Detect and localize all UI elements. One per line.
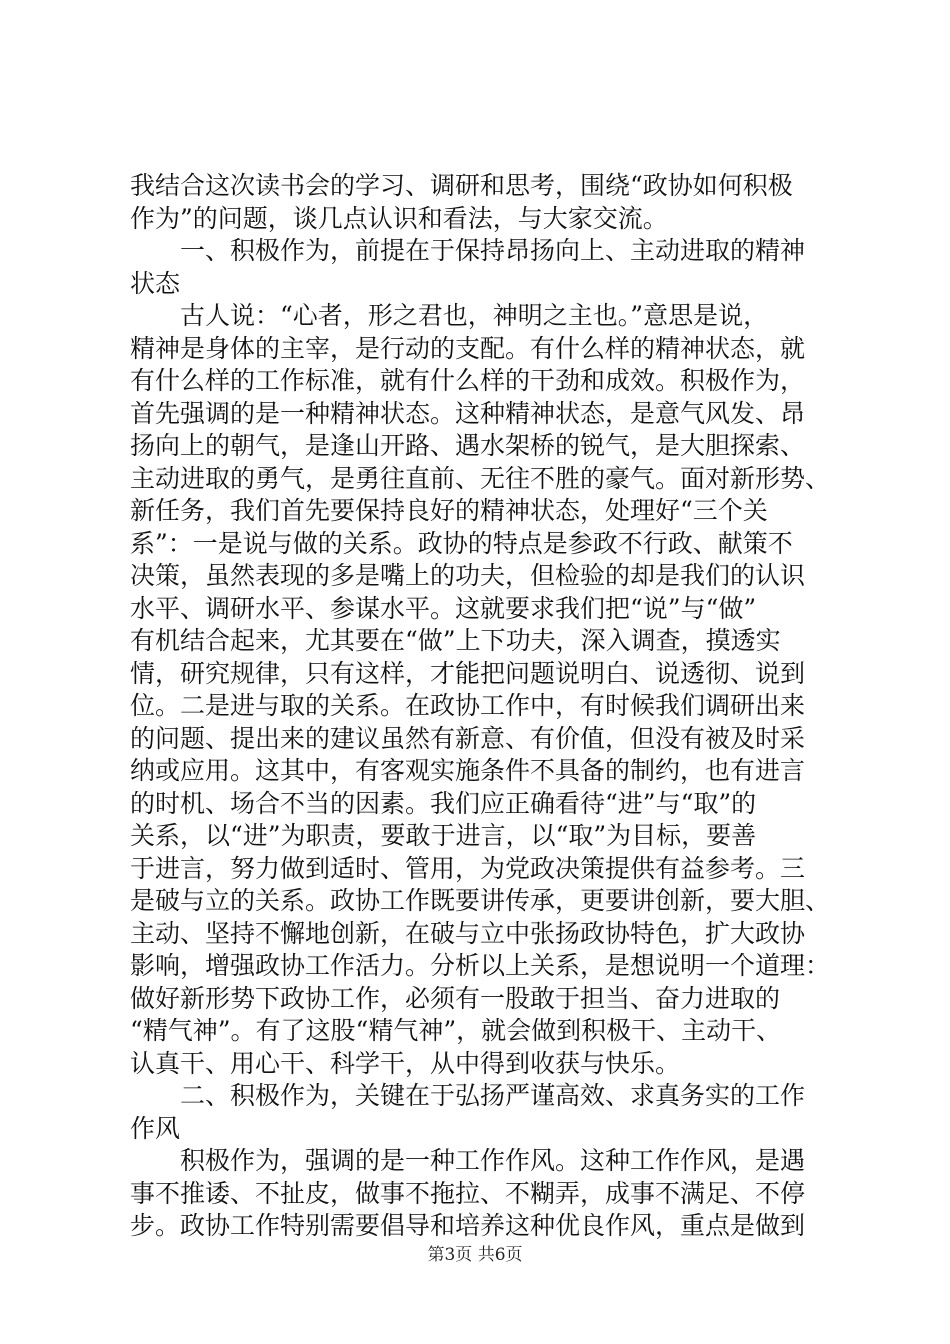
text-line: 积极作为，强调的是一种工作作风。这种工作作风，是遇 [130,1146,806,1175]
text-line: 我结合这次读书会的学习、调研和思考，围绕“政协如何积极 [130,171,793,200]
text-line: 作为”的问题，谈几点认识和看法，与大家交流。 [130,203,668,233]
text-line: 决策，虽然表现的多是嘴上的功夫，但检验的却是我们的认识 [130,561,806,590]
text-line: 做好新形势下政协工作，必须有一股敢于担当、奋力进取的 [130,983,781,1013]
section-heading-1: 一、积极作为，前提在于保持昂扬向上、主动进取的精神 [130,236,806,265]
text-line: 首先强调的是一种精神状态。这种精神状态，是意气风发、昂 [130,398,806,428]
text-line: 水平、调研水平、参谋水平。这就要求我们把“说”与“做” [130,593,757,623]
body-text [130,170,830,1243]
text-line: 位。二是进与取的关系。在政协工作中，有时候我们调研出来 [130,691,806,720]
text-line: 的时机、场合不当的因素。我们应正确看待“进”与“取”的 [130,788,757,818]
page-number-footer: 第3页 共6页 [427,1245,523,1265]
text-line: 主动进取的勇气，是勇往直前、无往不胜的豪气。面对新形势、 [130,463,831,493]
text-line: 新任务，我们首先要保持良好的精神状态，处理好“三个关 [130,496,768,525]
text-line: 主动、坚持不懈地创新，在破与立中张扬政协特色，扩大政协 [130,918,806,948]
text-line: 于进言，努力做到适时、管用，为党政决策提供有益参考。三 [130,853,806,883]
text-line: 有机结合起来，尤其要在“做”上下功夫，深入调查，摸透实 [130,626,781,655]
text-line: 认真干、用心干、科学干，从中得到收获与快乐。 [130,1048,681,1078]
text-line: 纳或应用。这其中，有客观实施条件不具备的制约，也有进言 [130,756,806,785]
text-line: 是破与立的关系。政协工作既要讲传承，更要讲创新，要大胆、 [130,886,831,915]
text-line: 扬向上的朝气，是逢山开路、遇水架桥的锐气，是大胆探索、 [130,431,806,460]
text-line: 步。政协工作特别需要倡导和培养这种优良作风，重点是做到 [130,1211,806,1240]
text-line: 情，研究规律，只有这样，才能把问题说明白、说透彻、说到 [130,658,806,688]
text-line: 影响，增强政协工作活力。分析以上关系，是想说明一个道理： [130,951,831,980]
text-line: 古人说：“心者，形之君也，神明之主也。”意思是说， [130,301,769,330]
text-line: 关系，以“进”为职责，要敢于进言，以“取”为目标，要善 [130,821,757,850]
text-line: 事不推诿、不扯皮，做事不拖拉、不糊弄，成事不满足、不停 [130,1178,806,1208]
text-line: 系”：一是说与做的关系。政协的特点是参政不行政、献策不 [130,528,793,558]
section-heading-2: 二、积极作为，关键在于弘扬严谨高效、求真务实的工作 [130,1081,806,1110]
text-line: 精神是身体的主宰，是行动的支配。有什么样的精神状态，就 [130,333,806,363]
text-line: 有什么样的工作标准，就有什么样的干劲和成效。积极作为， [130,366,806,395]
text-line: “精气神”。有了这股“精气神”，就会做到积极干、主动干、 [130,1016,782,1045]
text-line: 的问题、提出来的建议虽然有新意、有价值，但没有被及时采 [130,723,806,753]
section-heading-2-cont: 作风 [130,1113,181,1143]
section-heading-1-cont: 状态 [130,268,181,298]
